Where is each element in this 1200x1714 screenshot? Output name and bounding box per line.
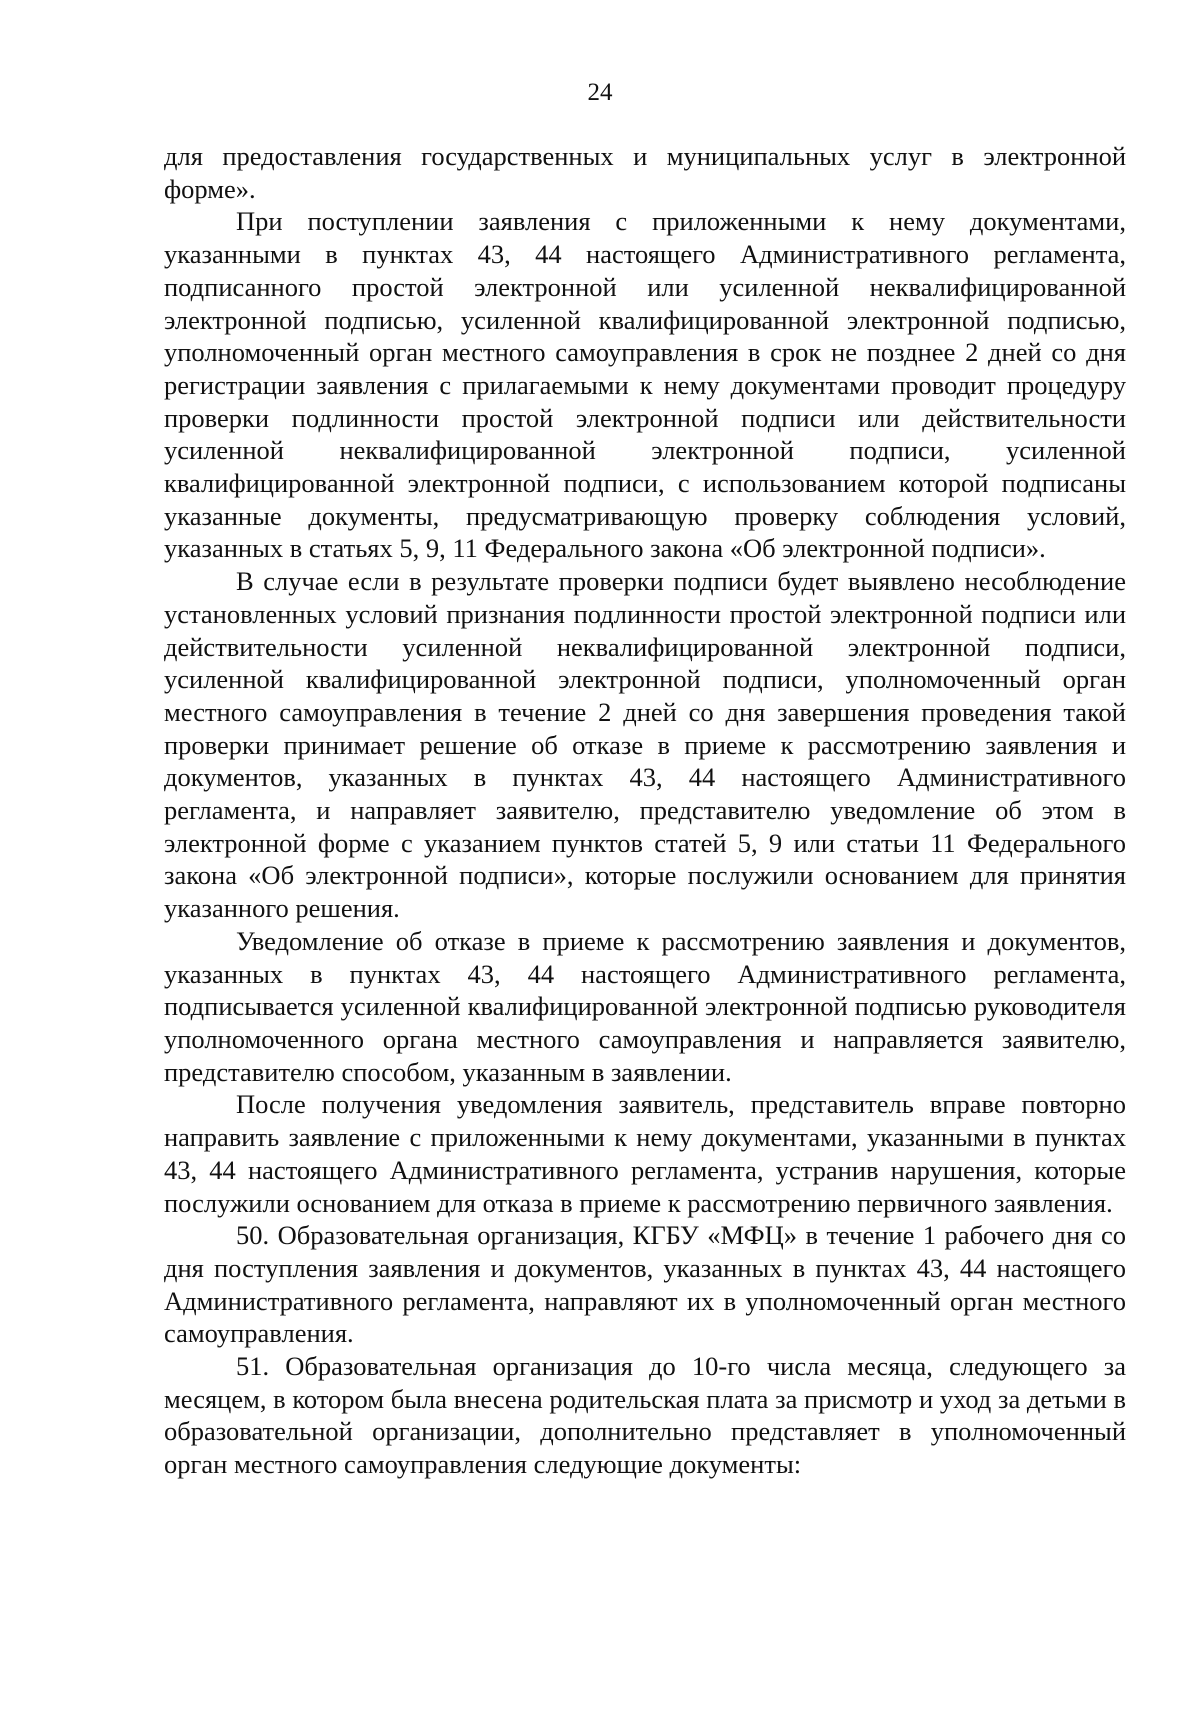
paragraph-verification-failure: В случае если в результате проверки подписи будет выявлено несоблюдение установленных условий признания подлинности простой электронной подписи или действительности усиленной неквалифицированной электронной подписи, усиленной квалифицированной электронной подписи, уполномоченный орган местного самоуправления в течение 2 дней со дня завершения проведения такой проверки принимает решение об отказе в приеме к рассмотрению заявления и документов, указанных в пунктах 43, 44 настоящего Административного регламента, и направляет заявителю, представителю уведомление об этом в электронной форме с указанием пунктов статей 5, 9 или статьи 11 Федерального закона «Об электронной подписи», которые послужили основанием для принятия указанного решения. <box>164 566 1126 924</box>
paragraph-item-50: 50. Образовательная организация, КГБУ «МФЦ» в течение 1 рабочего дня со дня поступления заявления и документов, указанных в пунктах 43, 44 настоящего Административного регламента, направляют их в уполномоченный орган местного самоуправления. <box>164 1220 1126 1349</box>
paragraph-continuation: для предоставления государственных и муниципальных услуг в электронной форме». <box>164 141 1126 204</box>
paragraph-refusal-notice: Уведомление об отказе в приеме к рассмотрению заявления и документов, указанных в пунктах 43, 44 настоящего Административного регламента, подписывается усиленной квалифицированной электронной подписью руководителя уполномоченного органа местного самоуправления и направляется заявителю, представителю способом, указанным в заявлении. <box>164 925 1126 1087</box>
page-number: 24 <box>587 79 613 106</box>
paragraph-item-51: 51. Образовательная организация до 10-го числа месяца, следующего за месяцем, в котором была внесена родительская плата за присмотр и уход за детьми в образовательной организации, дополнительно представляет в уполномоченный орган местного самоуправления следующие документы: <box>164 1351 1126 1480</box>
paragraph-resubmission: После получения уведомления заявитель, представитель вправе повторно направить заявление с приложенными к нему документами, указанными в пунктах 43, 44 настоящего Административного регламента, устранив нарушения, которые послужили основанием для отказа в приеме к рассмотрению первичного заявления. <box>164 1089 1126 1218</box>
paragraph-signature-verification: При поступлении заявления с приложенными к нему документами, указанными в пунктах 43, 44 настоящего Административного регламента, подписанного простой электронной или усиленной неквалифицированной электронной подписью, усиленной квалифицированной электронной подписью, уполномоченный орган местного самоуправления в срок не позднее 2 дней со дня регистрации заявления с прилагаемыми к нему документами проводит процедуру проверки подлинности простой электронной подписи или действительности усиленной неквалифицированной электронной подписи, усиленной квалифицированной электронной подписи, с использованием которой подписаны указанные документы, предусматривающую проверку соблюдения условий, указанных в статьях 5, 9, 11 Федерального закона «Об электронной подписи». <box>164 206 1126 564</box>
document-body <box>164 140 1126 1481</box>
